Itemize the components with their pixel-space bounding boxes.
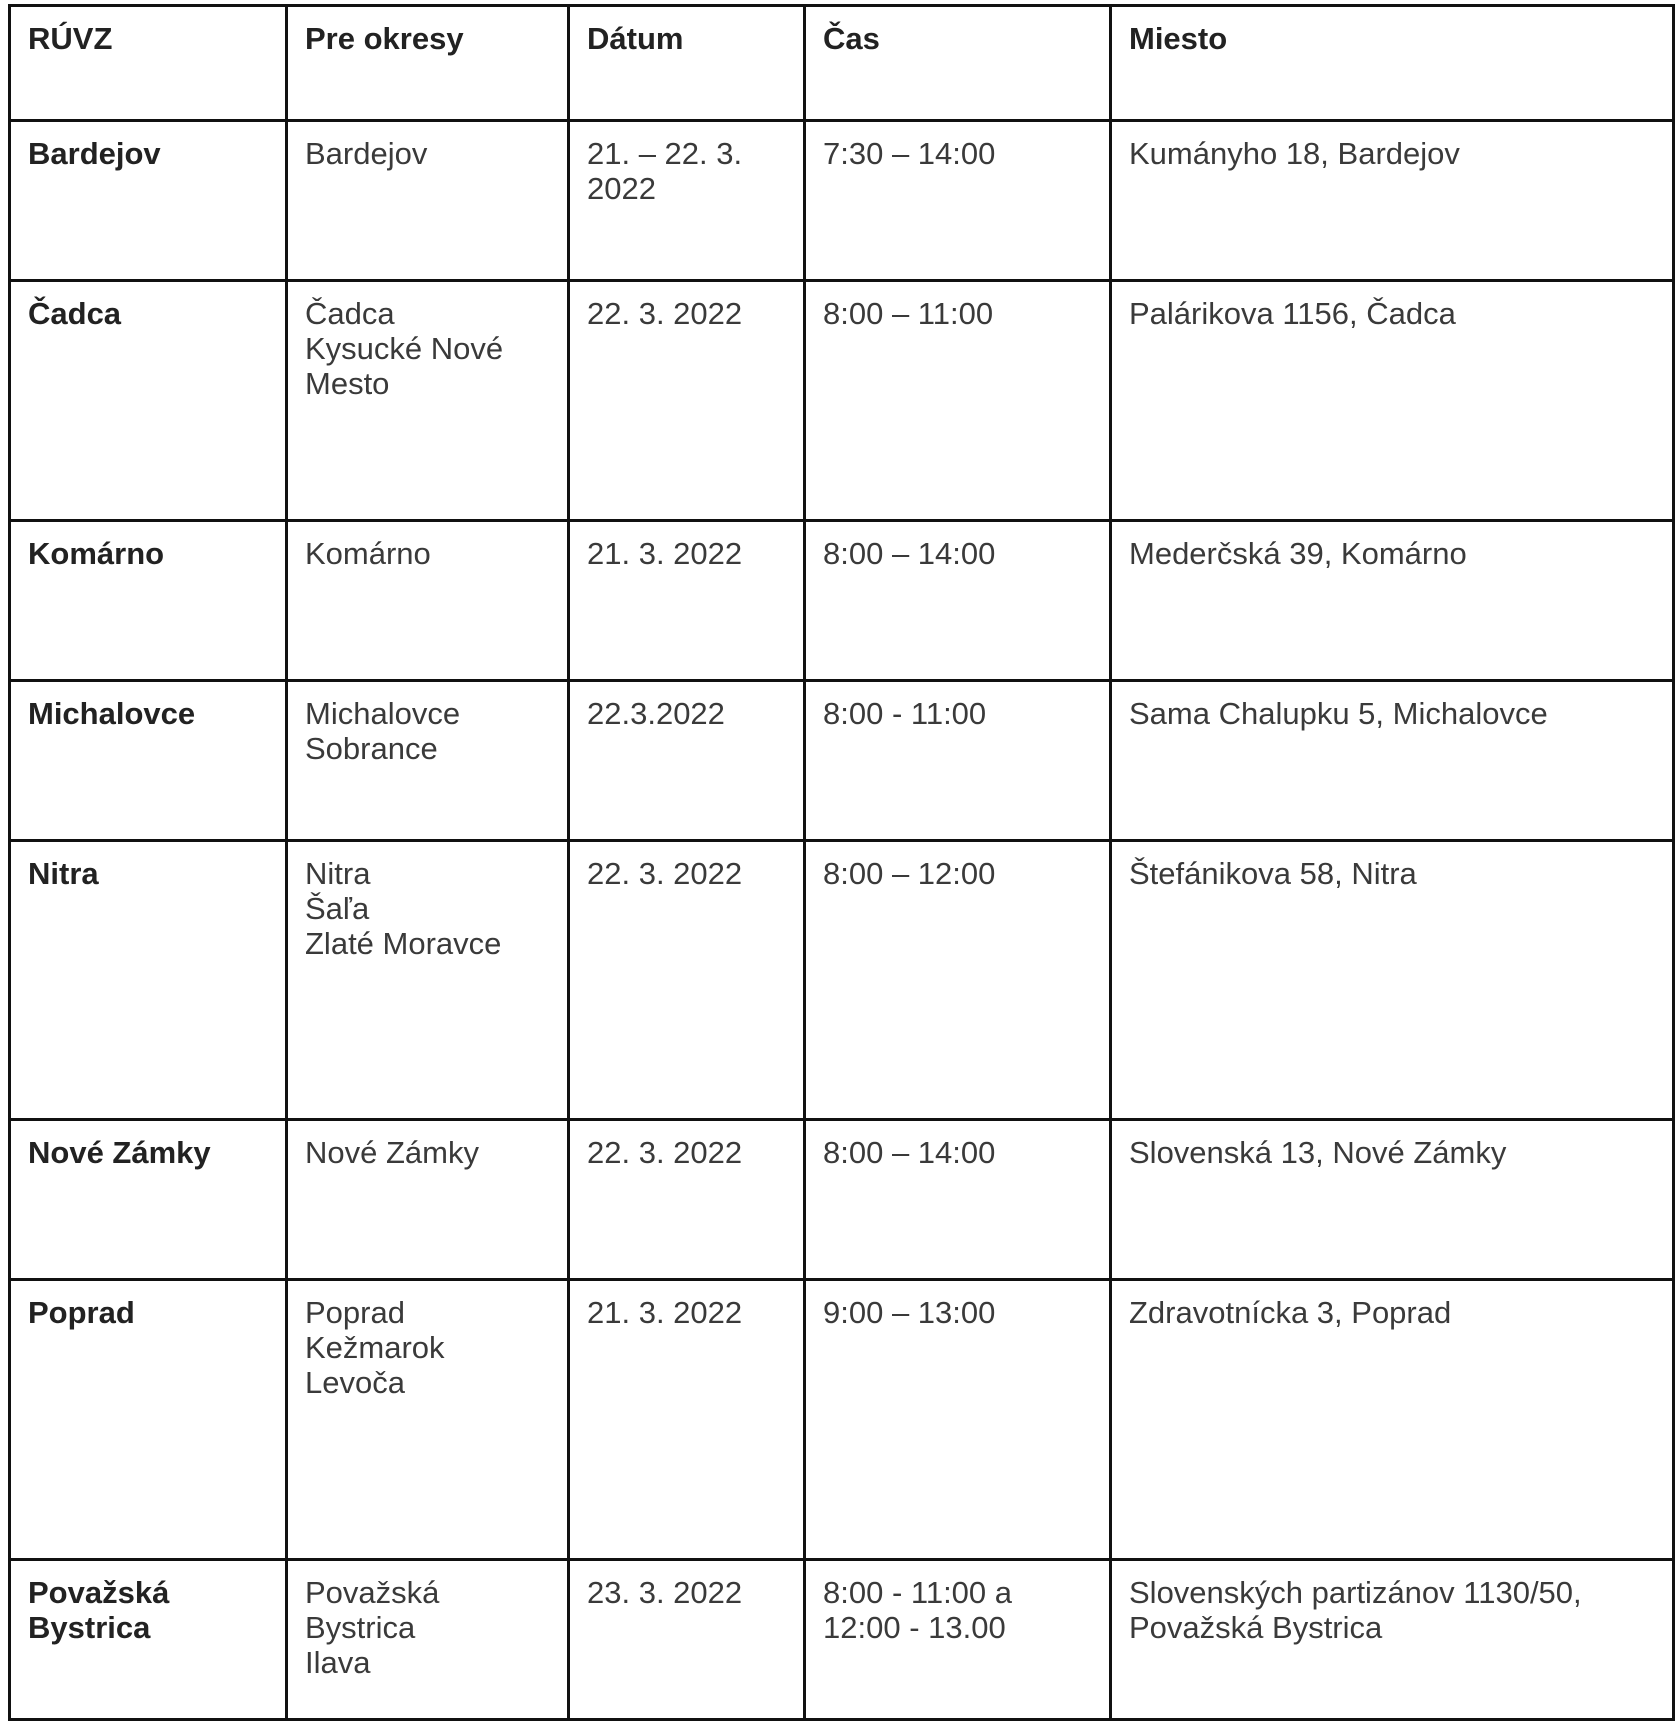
table-header-row xyxy=(10,6,1674,121)
cell-miesto xyxy=(1111,681,1674,841)
header-ruvz: RÚVZ xyxy=(10,6,287,121)
cell-line: Nitra xyxy=(28,856,99,891)
cell-datum xyxy=(569,1120,805,1280)
cell-line: 8:00 – 11:00 xyxy=(823,296,994,331)
cell-line: Štefánikova 58, Nitra xyxy=(1129,856,1417,891)
cell-line: Považská xyxy=(28,1575,170,1610)
cell-line: Považská xyxy=(305,1575,440,1610)
cell-line: Mesto xyxy=(305,366,390,401)
cell-okresy xyxy=(287,1560,569,1720)
cell-okresy xyxy=(287,121,569,281)
cell-cas xyxy=(805,1120,1111,1280)
cell-line: Poprad xyxy=(28,1295,135,1330)
cell-datum xyxy=(569,121,805,281)
cell-line: Považská Bystrica xyxy=(1129,1610,1383,1645)
cell-line: 8:00 – 14:00 xyxy=(823,1135,996,1170)
cell-line: 22.3.2022 xyxy=(587,696,725,731)
cell-okresy xyxy=(287,1120,569,1280)
cell-line: Sama Chalupku 5, Michalovce xyxy=(1129,696,1548,731)
table-row xyxy=(10,1280,1674,1560)
cell-line: Nové Zámky xyxy=(305,1135,479,1170)
cell-okresy xyxy=(287,1280,569,1560)
cell-miesto xyxy=(1111,841,1674,1120)
cell-okresy xyxy=(287,521,569,681)
cell-line: Michalovce xyxy=(305,696,461,731)
cell-ruvz xyxy=(10,121,287,281)
cell-line: 21. 3. 2022 xyxy=(587,1295,743,1330)
cell-ruvz xyxy=(10,521,287,681)
header-datum: Dátum xyxy=(569,6,805,121)
cell-line: Zlaté Moravce xyxy=(305,926,502,961)
cell-datum xyxy=(569,281,805,521)
cell-line: 12:00 - 13.00 xyxy=(823,1610,1006,1645)
cell-ruvz xyxy=(10,841,287,1120)
cell-miesto xyxy=(1111,281,1674,521)
cell-line: Zdravotnícka 3, Poprad xyxy=(1129,1295,1452,1330)
schedule-table-container xyxy=(8,4,1672,1721)
cell-line: 23. 3. 2022 xyxy=(587,1575,743,1610)
cell-line: Slovenská 13, Nové Zámky xyxy=(1129,1135,1507,1170)
cell-okresy xyxy=(287,841,569,1120)
cell-datum xyxy=(569,681,805,841)
cell-ruvz xyxy=(10,1280,287,1560)
table-row xyxy=(10,521,1674,681)
cell-miesto xyxy=(1111,1120,1674,1280)
cell-line: 21. 3. 2022 xyxy=(587,536,743,571)
cell-cas xyxy=(805,841,1111,1120)
cell-line: 8:00 - 11:00 xyxy=(823,696,987,731)
cell-okresy xyxy=(287,281,569,521)
cell-line: 8:00 - 11:00 a xyxy=(823,1575,1013,1610)
cell-cas xyxy=(805,281,1111,521)
cell-cas xyxy=(805,1280,1111,1560)
cell-line: Kumányho 18, Bardejov xyxy=(1129,136,1460,171)
schedule-table xyxy=(8,4,1675,1721)
cell-line: Bystrica xyxy=(28,1610,151,1645)
cell-line: Palárikova 1156, Čadca xyxy=(1129,296,1456,331)
cell-line: Komárno xyxy=(28,536,165,571)
header-miesto: Miesto xyxy=(1111,6,1674,121)
cell-line: Bystrica xyxy=(305,1610,416,1645)
cell-line: Michalovce xyxy=(28,696,196,731)
cell-okresy xyxy=(287,681,569,841)
cell-line: Čadca xyxy=(28,296,122,331)
cell-line: Mederčská 39, Komárno xyxy=(1129,536,1467,571)
cell-line: Komárno xyxy=(305,536,431,571)
cell-line: Ilava xyxy=(305,1645,371,1680)
cell-datum xyxy=(569,521,805,681)
cell-ruvz xyxy=(10,1560,287,1720)
cell-line: Kežmarok xyxy=(305,1330,445,1365)
cell-line: Nové Zámky xyxy=(28,1135,211,1170)
cell-miesto xyxy=(1111,121,1674,281)
table-row xyxy=(10,841,1674,1120)
cell-line: 8:00 – 12:00 xyxy=(823,856,996,891)
cell-miesto xyxy=(1111,1560,1674,1720)
cell-miesto xyxy=(1111,521,1674,681)
cell-line: 8:00 – 14:00 xyxy=(823,536,996,571)
cell-line: Šaľa xyxy=(305,891,370,926)
cell-datum xyxy=(569,1280,805,1560)
cell-ruvz xyxy=(10,681,287,841)
cell-cas xyxy=(805,681,1111,841)
cell-line: Kysucké Nové xyxy=(305,331,504,366)
cell-miesto xyxy=(1111,1280,1674,1560)
cell-line: 21. – 22. 3. xyxy=(587,136,743,171)
cell-line: Slovenských partizánov 1130/50, xyxy=(1129,1575,1582,1610)
cell-cas xyxy=(805,121,1111,281)
cell-line: Nitra xyxy=(305,856,371,891)
cell-line: 9:00 – 13:00 xyxy=(823,1295,996,1330)
cell-datum xyxy=(569,1560,805,1720)
cell-line: Levoča xyxy=(305,1365,405,1400)
table-row xyxy=(10,1560,1674,1720)
cell-ruvz xyxy=(10,281,287,521)
cell-line: Čadca xyxy=(305,296,395,331)
table-row xyxy=(10,121,1674,281)
cell-line: Bardejov xyxy=(28,136,161,171)
cell-line: 22. 3. 2022 xyxy=(587,296,743,331)
header-cas: Čas xyxy=(805,6,1111,121)
table-row xyxy=(10,1120,1674,1280)
cell-line: 2022 xyxy=(587,171,656,206)
cell-datum xyxy=(569,841,805,1120)
cell-line: 22. 3. 2022 xyxy=(587,1135,743,1170)
cell-cas xyxy=(805,521,1111,681)
table-row xyxy=(10,281,1674,521)
cell-cas xyxy=(805,1560,1111,1720)
cell-line: Sobrance xyxy=(305,731,438,766)
cell-line: 7:30 – 14:00 xyxy=(823,136,996,171)
cell-line: Bardejov xyxy=(305,136,428,171)
header-okresy: Pre okresy xyxy=(287,6,569,121)
table-row xyxy=(10,681,1674,841)
cell-ruvz xyxy=(10,1120,287,1280)
cell-line: Poprad xyxy=(305,1295,405,1330)
cell-line: 22. 3. 2022 xyxy=(587,856,743,891)
